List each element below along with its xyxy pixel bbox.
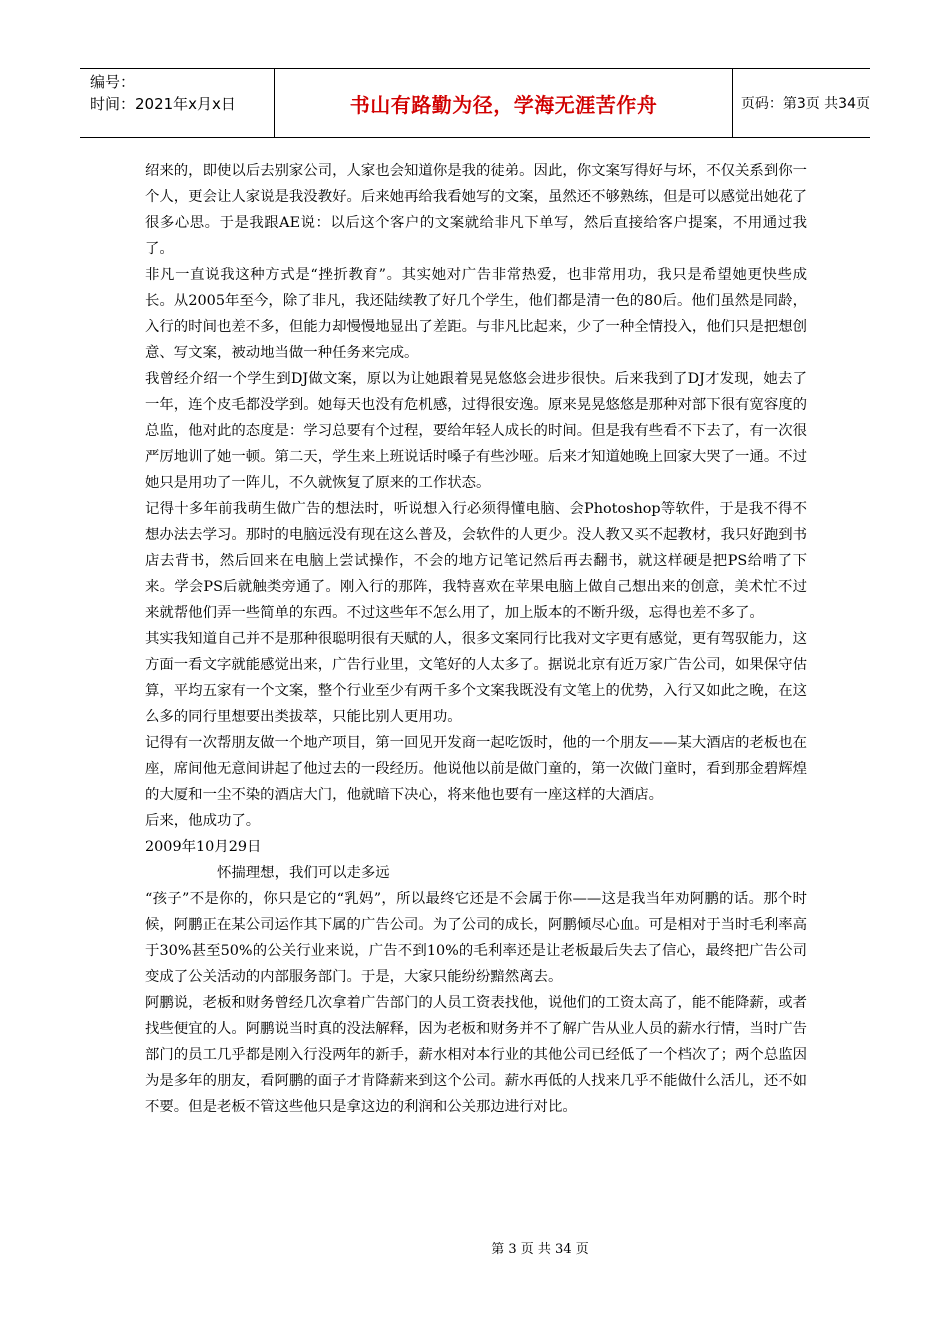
paragraph: 非凡一直说我这种方式是“挫折教育”。其实她对广告非常热爱，也非常用功，我只是希望她更快些成长。从2005年至今，除了非凡，我还陆续教了好几个学生，他们都是清一色的80后。他们虽然是同龄，入行的时间也差不多，但能力却慢慢地显出了差距。与非凡比起来，少了一种全情投入，他们只是把想创意、写文案，被动地当做一种任务来完成。 xyxy=(145,267,807,361)
header-meta xyxy=(80,69,275,137)
date-line: 2009年10月29日 xyxy=(145,839,262,855)
paragraph: 记得有一次帮朋友做一个地产项目，第一回见开发商一起吃饭时，他的一个朋友——某大酒店的老板也在座，席间他无意间讲起了他过去的一段经历。他说他以前是做门童的，第一次做门童时，看到那金碧辉煌的大厦和一尘不染的酒店大门，他就暗下决心，将来他也要有一座这样的大酒店。 xyxy=(145,735,807,803)
header-page-info: 页码：第3页 共34页 xyxy=(740,96,870,112)
paragraph: 绍来的，即使以后去别家公司，人家也会知道你是我的徒弟。因此，你文案写得好与坏，不仅关系到你一个人，更会让人家说是我没教好。后来她再给我看她写的文案，虽然还不够熟练，但是可以感觉出她花了很多心思。于是我跟AE说：以后这个客户的文案就给非凡下单写，然后直接给客户提案，不用通过我了。 xyxy=(145,163,807,257)
paragraph: 记得十多年前我萌生做广告的想法时，听说想入行必须得懂电脑、会Photoshop等软件，于是我不得不想办法去学习。那时的电脑远没有现在这么普及，会软件的人更少。没人教又买不起教材，我只好跑到书店去背书，然后回来在电脑上尝试操作，不会的地方记笔记然后再去翻书，就这样硬是把PS给啃了下来。学会PS后就触类旁通了。刚入行的那阵，我特喜欢在苹果电脑上做自己想出来的创意，美术忙不过来就帮他们弄一些简单的东西。不过这些年不怎么用了，加上版本的不断升级，忘得也差不多了。 xyxy=(145,501,807,621)
paragraph: 我曾经介绍一个学生到DJ做文案，原以为让她跟着晃晃悠悠会进步很快。后来我到了DJ才发现，她去了一年，连个皮毛都没学到。她每天也没有危机感，过得很安逸。原来晃晃悠悠是那种对部下很有宽容度的总监，他对此的态度是：学习总要有个过程，要给年轻人成长的时间。但是我有些看不下去了，有一次很严厉地训了她一顿。第二天，学生来上班说话时嗓子有些沙哑。后来才知道她晚上回家大哭了一通。不过她只是用功了一阵儿，不久就恢复了原来的工作状态。 xyxy=(145,371,807,491)
time-label: 时间：2021年x月x日 xyxy=(90,95,236,113)
document-body xyxy=(145,158,807,1120)
page-footer: 第 3 页 共 34 页 xyxy=(491,1242,589,1257)
paragraph: 其实我知道自己并不是那种很聪明很有天赋的人，很多文案同行比我对文字更有感觉，更有驾驭能力，这方面一看文字就能感觉出来，广告行业里，文笔好的人太多了。据说北京有近万家广告公司，如果保守估算，平均五家有一个文案，整个行业至少有两千多个文案我既没有文笔上的优势，入行又如此之晚，在这么多的同行里想要出类拔萃，只能比别人更用功。 xyxy=(145,631,807,725)
paragraph: 阿鹏说，老板和财务曾经几次拿着广告部门的人员工资表找他，说他们的工资太高了，能不能降薪，或者找些便宜的人。阿鹏说当时真的没法解释，因为老板和财务并不了解广告从业人员的薪水行情，当时广告部门的员工几乎都是刚入行没两年的新手，薪水相对本行业的其他公司已经低了一个档次了；两个总监因为是多年的朋友，看阿鹏的面子才肯降薪来到这个公司。薪水再低的人找来几乎不能做什么活儿，还不如不要。但是老板不管这些他只是拿这边的利润和公关那边进行对比。 xyxy=(145,995,807,1115)
page-header xyxy=(80,68,870,138)
paragraph: 后来，他成功了。 xyxy=(145,813,261,829)
header-motto: 书山有路勤为径，学海无涯苦作舟 xyxy=(275,69,733,137)
section-title: 怀揣理想，我们可以走多远 xyxy=(217,865,390,881)
code-label: 编号： xyxy=(90,73,136,91)
paragraph: “孩子”不是你的，你只是它的“乳妈”，所以最终它还是不会属于你——这是我当年劝阿鹏的话。那个时候，阿鹏正在某公司运作其下属的广告公司。为了公司的成长，阿鹏倾尽心血。可是相对于当时毛利率高于30%甚至50%的公关行业来说，广告不到10%的毛利率还是让老板最后失去了信心，最终把广告公司变成了公关活动的内部服务部门。于是，大家只能纷纷黯然离去。 xyxy=(145,891,807,985)
